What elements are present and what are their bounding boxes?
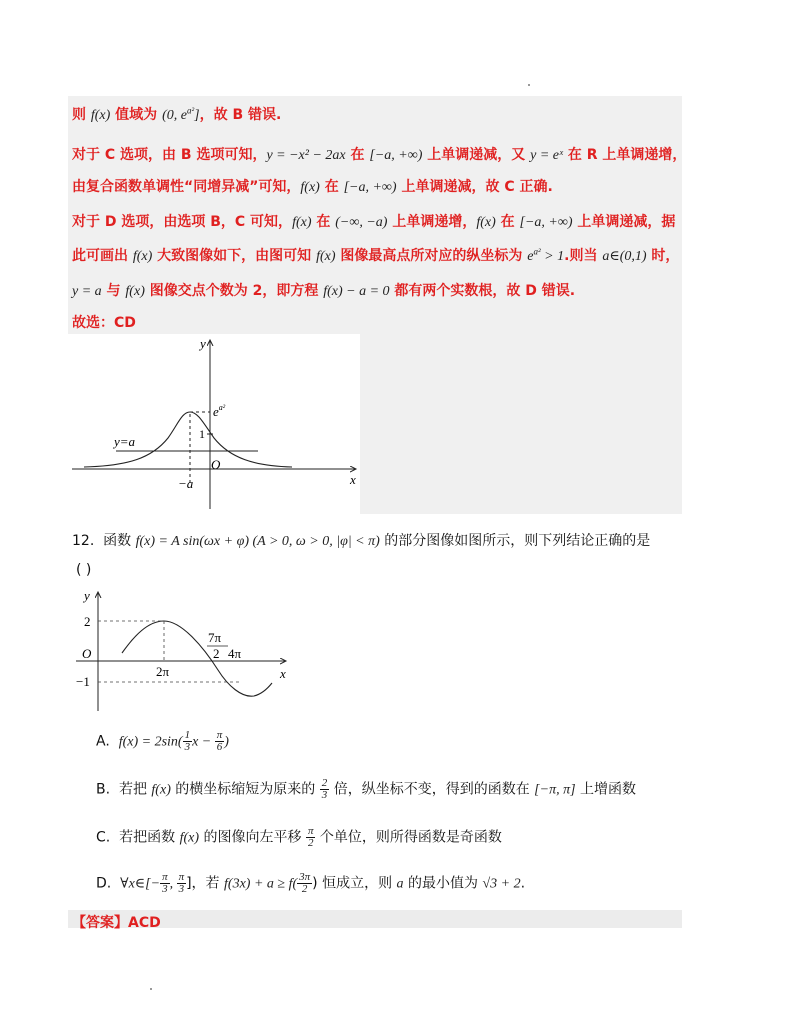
answer [72, 912, 161, 932]
x-7pi2-num: 7π [208, 630, 222, 645]
solution-line-5: 此可画出 f(x) 大致图像如下，由图可知 f(x) 图像最高点所对应的纵坐标为 $e^{a^2} > 1$.则当 a∈(0,1) 时， [72, 246, 680, 264]
option-a: A. f(x) = 2sin( $\frac{1}{3}$ x − $\frac{\pi}{6}$ ) [96, 729, 229, 753]
one-label: 1 [199, 427, 205, 441]
option-c: C. 若把函数 f(x) 的图像向左平移 $\frac{\pi}{2}$ 个单位，则所得函数是奇函数 [96, 825, 502, 849]
y-label-2: y [84, 588, 90, 603]
sine-graph [72, 586, 292, 716]
option-d: D. ∀x∈[− $\frac{\pi}{3}$ , $\frac{\pi}{3}$ ]，若 f(3x) + a ≥ f( $\frac{3\pi}{2}$ ) 恒成立，则 a 的最小值为 √3 + 2. [96, 871, 526, 895]
option-b: B. 若把 f(x) 的横坐标缩短为原来的 $\frac{2}{3}$ 倍，纵坐标不变，得到的函数在 [−π, π] 上增函数 [96, 777, 636, 801]
x-label-2: x [280, 666, 286, 681]
answer-label: 【答案】 [72, 915, 128, 931]
scan-dot-top [528, 84, 530, 86]
question-stem: 12. 函数 f(x) = A sin(ωx + φ) (A > 0, ω > 0, |φ| < π) 的部分图像如图所示，则下列结论正确的是 [72, 533, 651, 549]
sine-curve [122, 621, 272, 696]
x-2pi-label: 2π [156, 664, 170, 679]
y-label: y [200, 336, 206, 351]
y-min-label: −1 [76, 674, 90, 689]
scan-dot-bottom [150, 988, 152, 990]
y-max-label: 2 [84, 614, 91, 629]
origin-label-2: O [82, 646, 92, 661]
solution-line-4: 对于 D 选项，由选项 B，C 可知，f(x) 在 (−∞, −a) 上单调递增，f(x) 在 [−a, +∞) 上单调递减，据 [72, 214, 676, 230]
x-4pi-label: 4π [228, 646, 242, 661]
answer-blank: ( ) [76, 562, 92, 578]
x-label: x [350, 472, 356, 487]
solution-conclusion: 故选：CD [72, 315, 136, 331]
origin-label: O [211, 457, 221, 472]
neg-a-label: −a [178, 476, 194, 491]
peak-label: $e^{a^2}$ [213, 403, 226, 419]
solution-line-3: 由复合函数单调性“同增异减”可知，f(x) 在 [−a, +∞) 上单调递减，故 C 正确. [72, 179, 553, 195]
bell-curve-graph [68, 334, 360, 514]
solution-line-2: 对于 C 选项，由 B 选项可知，y = −x² − 2ax 在 [−a, +∞) 上单调递减，又 y = eˣ 在 R 上单调递增， [72, 147, 687, 163]
solution-line-6: y = a 与 f(x) 图像交点个数为 2，即方程 f(x) − a = 0 都有两个实数根，故 D 错误. [72, 283, 576, 299]
solution-line-1: 则 f(x) 值域为 (0, $e^{a^2}$]，故 B 错误. [72, 105, 282, 123]
y-equals-a-label: y=a [114, 434, 136, 449]
answer-value: ACD [128, 915, 161, 931]
range-expr: (0, $e^{a^2}$] [162, 105, 200, 123]
x-7pi2-den: 2 [213, 646, 220, 661]
